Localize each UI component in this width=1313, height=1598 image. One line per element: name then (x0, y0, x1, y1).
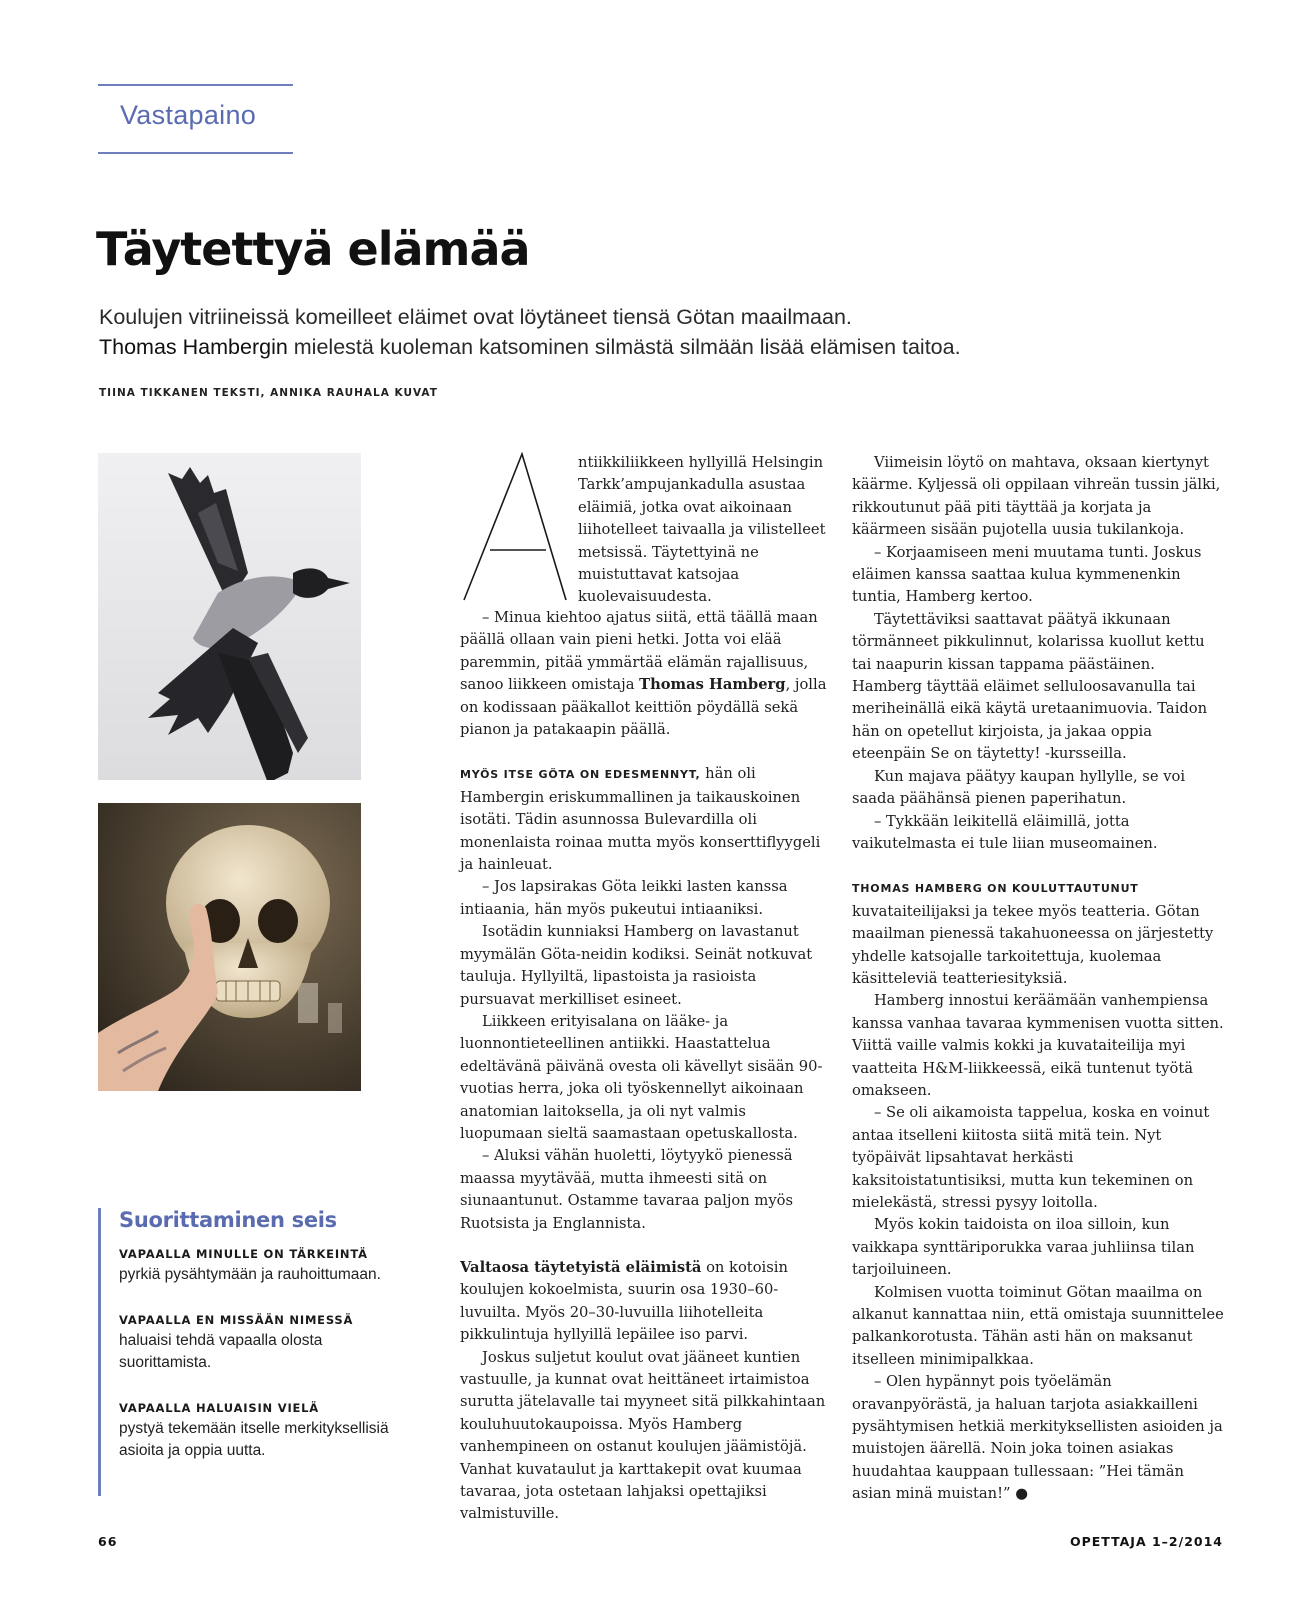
paragraph: Valtaosa täytetyistä eläimistä on kotoisin koulujen kokoelmista, suurin osa 1930–60-luvuilta. Myös 20–30-luvuilla liihotelleita pikkulintuja hyllyillä lepäilee iso parvi. (460, 1258, 788, 1344)
crow-photo (98, 453, 361, 780)
paragraph: MYÖS ITSE GÖTA ON EDESMENNYT, hän oli Hambergin eriskummallinen ja taikauskoinen isotäti. Tädin asunnossa Bulevardilla oli monenlaista roinaa mutta myös konserttiflyygeli ja hainleuat. (460, 765, 821, 874)
article-lead (99, 302, 1199, 362)
run-in-heading: THOMAS HAMBERG ON KOULUTTAUTUNUT (852, 882, 1139, 896)
paragraph: – Jos lapsirakas Göta leikki lasten kanssa intiaania, hän myös pukeutui intiaaniksi. (460, 878, 788, 918)
paragraph: Isotädin kunniaksi Hamberg on lavastanut myymälän Göta-neidin kodiksi. Seinät notkuvat tauluja. Hyllyiltä, lipastoista ja rasioista pursuavat merkilliset esineet. (460, 923, 813, 1008)
sidebar-item-heading: VAPAALLA EN MISSÄÄN NIMESSÄ (119, 1313, 354, 1327)
article-column-1 (460, 452, 830, 1526)
lead-line-2: mielestä kuoleman katsominen silmästä silmään lisää elämisen taitoa. (287, 335, 961, 359)
sidebar-title: Suorittaminen seis (119, 1208, 337, 1232)
article-column-2 (852, 452, 1227, 1506)
run-in-heading: MYÖS ITSE GÖTA ON EDESMENNYT, (460, 768, 701, 782)
skull-in-hand-illustration (98, 803, 361, 1091)
sidebar-item-text: pystyä tekemään itselle merkityksellisiä asioita ja oppia uutta. (119, 1420, 389, 1459)
hooded-crow-illustration (98, 453, 361, 780)
paragraph: Täytettäviksi saattavat päätyä ikkunaan törmänneet pikkulinnut, kolarissa kuollut kettu tai naapurin kissan tappama päästäinen. Hamberg täyttää eläimet selluloosavanulla tai meriheinällä eikä käytä uretaanimuovia. Taidon hän on opetellut kirjoista, ja jakaa oppia eteenpäin Se on täytetty! -kursseilla. (852, 610, 1208, 763)
sidebar-item (119, 1310, 409, 1374)
section-tag (98, 84, 293, 154)
paragraph: Kolmisen vuotta toiminut Götan maailma on alkanut kannattaa niin, että omistaja suunnittelee palkankorotusta. Tähän asti hän on maksanut itselleen minimipalkkaa. (852, 1283, 1224, 1368)
sidebar-item-text: pyrkiä pysähtymään ja rauhoittumaan. (119, 1266, 381, 1283)
bold-lead-in: Valtaosa täytetyistä eläimistä (460, 1258, 702, 1276)
sidebar-item-heading: VAPAALLA HALUAISIN VIELÄ (119, 1401, 320, 1415)
lead-line-1: Koulujen vitriineissä komeilleet eläimet ovat löytäneet tiensä Götan maailmaan. (99, 305, 852, 329)
paragraph: Hamberg innostui keräämään vanhempiensa kanssa vanhaa tavaraa kymmenisen vuotta sitten. Viittä vaille valmis kokki ja kuvataiteilija myi vaatteita H&M-liikkeessä, eikä tuntenut työtä omakseen. (852, 992, 1224, 1099)
person-name: Thomas Hamberg (639, 676, 786, 694)
section-label: Vastapaino (120, 100, 257, 130)
paragraph: Liikkeen erityisalana on lääke- ja luonnontieteellinen antiikki. Haastattelua edeltävänä päivänä ovesta oli kävellyt sisään 90-vuotias herra, joka oli työskennellyt aikoinaan anatomian laitoksella, ja oli nyt valmis luopumaan sieltä saamastaan opetuskallosta. (460, 1012, 823, 1142)
paragraph: – Minua kiehtoo ajatus siitä, että täällä maan päällä ollaan vain pieni hetki. Jotta voi elää paremmin, pitää ymmärtää elämän rajallisuus, sanoo liikkeen omistaja Thomas Hamberg, jolla on kodissaan pääkallot keittiön pöydällä sekä pianon ja patakaapin päällä. (460, 609, 827, 739)
page-number: 66 (98, 1534, 118, 1549)
dropcap-letter (460, 452, 570, 602)
paragraph: THOMAS HAMBERG ON KOULUTTAUTUNUT kuvataiteilijaksi ja tekee myös teatteria. Götan maailman pienessä takahuoneessa on järjestetty yhdelle katsojalle tarkoitettuja, kuolemaa käsitteleviä teatteriesityksiä. (852, 882, 1214, 987)
paragraph: – Se oli aikamoista tappelua, koska en voinut antaa itselleni kiitosta siitä mitä tein. Nyt työpäivät lipsahtavat herkästi kaksitoistatuntisiksi, mutta kun tekeminen on mielekästä, stressi pysyy loitolla. (852, 1104, 1210, 1211)
intro-text: ntiikkiliikkeen hyllyillä Helsingin Tarkk’ampujankadulla asustaa eläimiä, jotka ovat aikoinaan liihotelleet taivaalla ja vilistelleet metsissä. Täytettyinä ne muistuttavat katsojaa kuolevaisuudesta. (578, 454, 826, 606)
sidebar-box (98, 1208, 409, 1496)
paragraph: Myös kokin taidoista on iloa silloin, kun vaikkapa synttäriporukka varaa juhliinsa tilan tarjoiluineen. (852, 1216, 1195, 1279)
article-title: Täytettyä elämää (96, 222, 530, 276)
paragraph: Joskus suljetut koulut ovat jääneet kuntien vastuulle, ja kunnat ovat heittäneet irtaimistoa surutta jätelavalle tai myyneet sitä pilkkahintaan kouluhuutokaupoissa. Myös Hamberg vanhempineen on ostanut koulujen jäämistöjä. Vanhat kuvataulut ja karttakepit ovat kuumaa tavaraa, jota ostetaan lahjaksi opettajiksi valmistuville. (460, 1348, 826, 1523)
paragraph: – Tykkään leikitellä eläimillä, jotta vaikutelmasta ei tule liian museomainen. (852, 812, 1158, 852)
lead-name: Thomas Hambergin (99, 335, 288, 359)
byline: TIINA TIKKANEN TEKSTI, ANNIKA RAUHALA KUVAT (99, 387, 438, 399)
sidebar-item-heading: VAPAALLA MINULLE ON TÄRKEINTÄ (119, 1247, 368, 1261)
paragraph: – Aluksi vähän huoletti, löytyykö pienessä maassa myytävää, mutta ihmeesti sitä on siunaantunut. Ostamme tavaraa paljon myös Ruotsista ja Englannista. (460, 1147, 794, 1232)
paragraph: Kun majava päätyy kaupan hyllylle, se voi saada päähänsä pienen paperihatun. (852, 767, 1186, 808)
dropcap-paragraph (460, 452, 830, 607)
paragraph: – Olen hypännyt pois työelämän oravanpyörästä, ja haluan tarjota asiakkailleni pysähtymisen hetkiä merkityksellisten asioiden ja muistojen äärellä. Noin joka toinen asiakas huudahtaa kauppaan tullessaan: ”Hei tämän asian minä muistan!” ● (852, 1373, 1223, 1503)
magazine-issue: OPETTAJA 1–2/2014 (1069, 1534, 1223, 1549)
sidebar-item (119, 1398, 409, 1462)
paragraph: – Korjaamiseen meni muutama tunti. Joskus eläimen kanssa saattaa kulua kymmenenkin tuntia, Hamberg kertoo. (852, 543, 1202, 606)
paragraph: Viimeisin löytö on mahtava, oksaan kiertynyt käärme. Kyljessä oli oppilaan vihreän tussin jälki, rikkoutunut pää piti täyttää ja korjata ja käärmeen sisään pujotella uusia tukilankoja. (852, 454, 1221, 539)
skull-photo (98, 803, 361, 1091)
sidebar-item (119, 1244, 409, 1286)
sidebar-item-text: haluaisi tehdä vapaalla olosta suorittamista. (119, 1332, 323, 1371)
